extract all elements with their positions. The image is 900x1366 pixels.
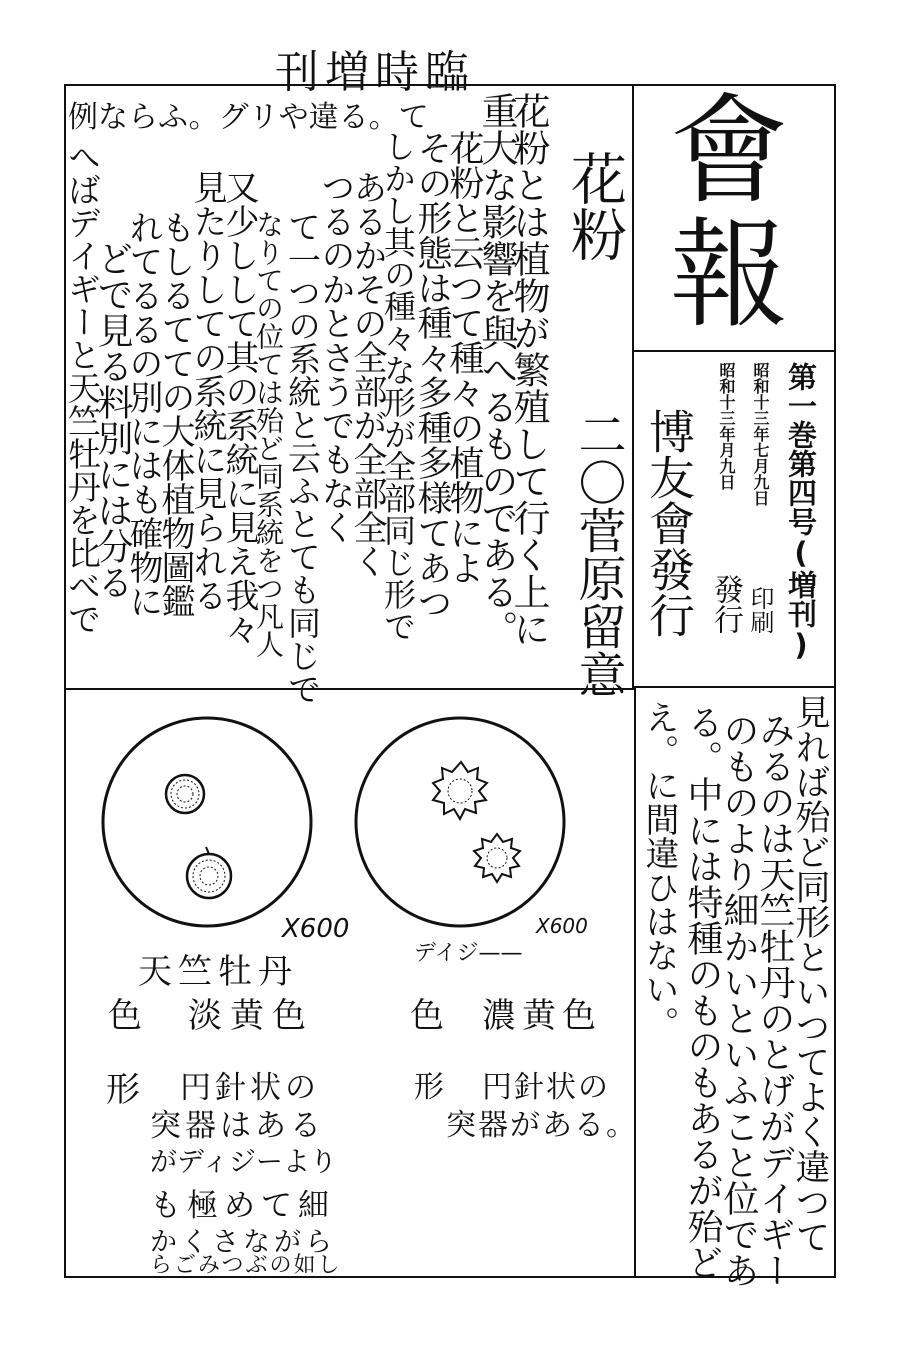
article-column: 又少しして其の系統に見え我々 bbox=[219, 170, 259, 646]
left-figure-shape-line: かくさながら bbox=[150, 1227, 336, 1258]
article-column: 見たりしての系統に見られる bbox=[187, 170, 227, 612]
right-figure-magnification: X600 bbox=[536, 914, 588, 938]
left-figure-color-value: 淡黄色 bbox=[188, 996, 314, 1036]
side-text-column: え。に間違ひはない。 bbox=[639, 700, 679, 1040]
left-figure-shape-line: 円針状の bbox=[180, 1070, 320, 1106]
right-figure-color-label: 色 bbox=[410, 996, 444, 1036]
pollen-grain bbox=[187, 847, 231, 898]
divider-masthead bbox=[632, 350, 836, 352]
article-column: その形態は種々多種多様てあつ bbox=[412, 130, 452, 620]
right-figure-shape-label: 形 bbox=[414, 1070, 444, 1105]
left-figure-name: 天竺牡丹 bbox=[138, 952, 298, 992]
left-figure-shape-line: 突器はある bbox=[150, 1108, 325, 1144]
article-column: つるのかとさうでもなく bbox=[315, 170, 355, 544]
article-author: 二〇菅原留意 bbox=[570, 410, 626, 698]
article-column: れてるるの別にはも確物に bbox=[123, 210, 163, 618]
left-figure-shape-line: も極めて細 bbox=[150, 1188, 335, 1224]
pollen-grain bbox=[166, 775, 204, 813]
right-figure-shape-line: 突器がある。 bbox=[446, 1108, 638, 1143]
side-text-column: る。中には特種のものもあるが殆ど bbox=[682, 704, 723, 1280]
left-figure-shape-label: 形 bbox=[106, 1070, 140, 1110]
issue-volume: 第一巻第四号(増刊) bbox=[784, 362, 818, 662]
masthead-char-1: 會 bbox=[670, 82, 789, 220]
article-title: 花粉 bbox=[562, 150, 627, 262]
right-figure-shape-line: 円針状の bbox=[482, 1070, 610, 1105]
article-column: 重大な影響を與へるものである。 bbox=[475, 92, 518, 647]
article-column-top: 例ならふ。グリや違る。て bbox=[68, 100, 429, 135]
right-figure-circle bbox=[356, 718, 564, 926]
article-column: なりての位ては殆ど同系統をつ凡人 bbox=[252, 210, 285, 658]
article-column: 花粉と云つて種々の植物によ bbox=[444, 130, 484, 585]
left-figure-magnification: X600 bbox=[282, 914, 350, 944]
article-column: あるかその全部が全部全く bbox=[347, 170, 387, 578]
left-figure-shape-line: がディジーより bbox=[150, 1147, 337, 1178]
left-figure-shape-line: らごみつぶの如し bbox=[150, 1253, 342, 1278]
article-column: て一つの系統と云ふとても同じで bbox=[283, 210, 322, 705]
left-figure-color-label: 色 bbox=[108, 996, 142, 1036]
article-column: 花粉とは植物が繁殖して行く上に bbox=[507, 92, 550, 647]
right-figure-color-value: 濃黄色 bbox=[482, 996, 602, 1036]
masthead-char-2: 報 bbox=[670, 206, 789, 344]
right-figure-name: デイジ—— bbox=[414, 941, 523, 966]
article-column: もしるてての大体植物圖鑑 bbox=[155, 210, 195, 618]
article-column: しかし其の種々な形が全部同じ形で bbox=[379, 130, 417, 642]
divider-vertical bbox=[632, 84, 634, 688]
side-text-column: みるのは天竺牡丹のとげがデイギー bbox=[754, 712, 795, 1288]
header-title: 刊増時臨 bbox=[275, 47, 475, 98]
pollen-grain bbox=[474, 834, 520, 882]
issue-printed-label: 印刷 bbox=[746, 586, 774, 634]
left-figure-circle bbox=[103, 718, 311, 926]
side-text-column: 見れば殆ど同形といつてよく違つて bbox=[790, 694, 830, 1254]
masthead bbox=[640, 82, 830, 344]
issue-printed-date: 昭和十三年七月九日 bbox=[751, 362, 770, 506]
issue-publisher: 博友會發行 bbox=[642, 408, 696, 638]
pollen-grain bbox=[433, 762, 487, 819]
side-text-column: のものより細かいといふこと位であ bbox=[718, 712, 759, 1288]
issue-published-label: 發行 bbox=[708, 574, 743, 634]
article-column: どで見る料別には分る bbox=[92, 240, 133, 600]
issue-published-date: 昭和十三年月九日 bbox=[717, 362, 736, 490]
article-column: へばデイギーと天竺牡丹を比べで bbox=[63, 140, 102, 635]
